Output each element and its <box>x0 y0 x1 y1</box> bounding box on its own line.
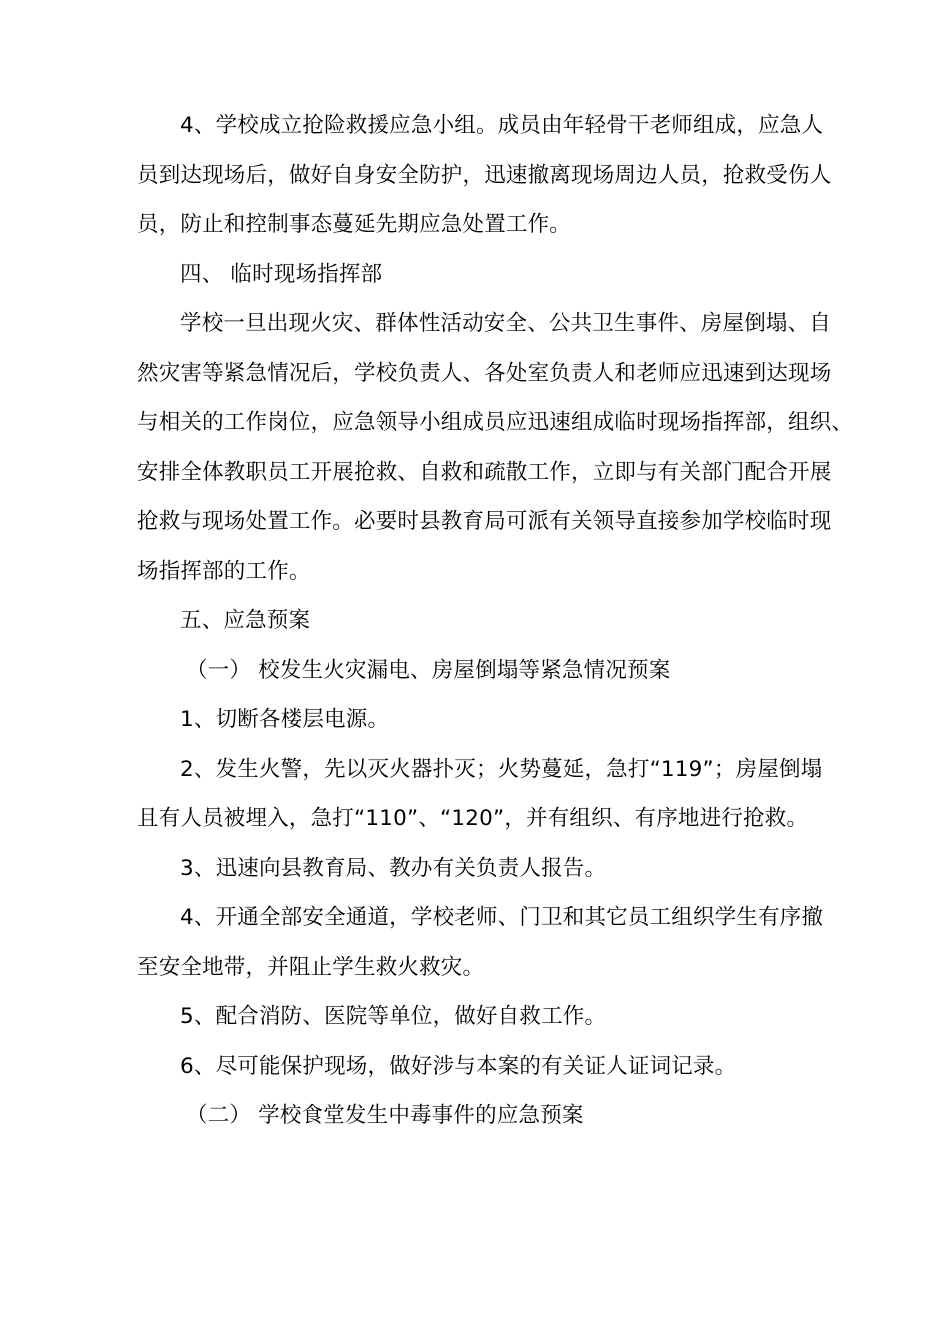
paragraph-line: 员到达现场后，做好自身安全防护，迅速撤离现场周边人员，抢救受伤人 <box>137 162 832 188</box>
paragraph-line: 1、切断各楼层电源。 <box>180 707 390 732</box>
paragraph-line: 抢救与现场处置工作。必要时县教育局可派有关领导直接参加学校临时现 <box>137 509 832 534</box>
paragraph-line: 与相关的工作岗位，应急领导小组成员应迅速组成临时现场指挥部，组织、 <box>137 410 854 435</box>
paragraph-line: 3、迅速向县教育局、教办有关负责人报告。 <box>180 855 607 881</box>
paragraph-line: 员，防止和控制事态蔓延先期应急处置工作。 <box>137 212 572 237</box>
section-heading: 五、应急预案 <box>180 608 311 633</box>
paragraph-line: 6、尽可能保护现场，做好涉与本案的有关证人证词记录。 <box>180 1053 737 1079</box>
paragraph-line: 然灾害等紧急情况后，学校负责人、各处室负责人和老师应迅速到达现场 <box>137 360 832 386</box>
paragraph-line: 5、配合消防、医院等单位，做好自救工作。 <box>180 1004 607 1029</box>
subsection-heading: （一） 校发生火灾漏电、房屋倒塌等紧急情况预案 <box>186 657 671 683</box>
section-heading: 四、 临时现场指挥部 <box>180 261 383 287</box>
paragraph-line: 场指挥部的工作。 <box>137 558 311 584</box>
paragraph-line: 4、开通全部安全通道，学校老师、门卫和其它员工组织学生有序撤 <box>180 905 824 930</box>
paragraph-line: 2、发生火警，先以灭火器扑灭；火势蔓延，急打“119”；房屋倒塌 <box>180 756 823 782</box>
paragraph-line: 安排全体教职员工开展抢救、自救和疏散工作，立即与有关部门配合开展 <box>137 459 832 485</box>
subsection-heading: （二） 学校食堂发生中毒事件的应急预案 <box>186 1103 584 1128</box>
paragraph-line: 4、学校成立抢险救援应急小组。成员由年轻骨干老师组成，应急人 <box>180 113 824 138</box>
paragraph-line: 且有人员被埋入，急打“110”、“120”，并有组织、有序地进行抢救。 <box>137 806 809 831</box>
document-body <box>137 101 853 1141</box>
paragraph-line: 学校一旦出现火灾、群体性活动安全、公共卫生事件、房屋倒塌、自 <box>180 311 832 336</box>
paragraph-line: 至安全地带，并阻止学生救火救灾。 <box>137 954 485 980</box>
